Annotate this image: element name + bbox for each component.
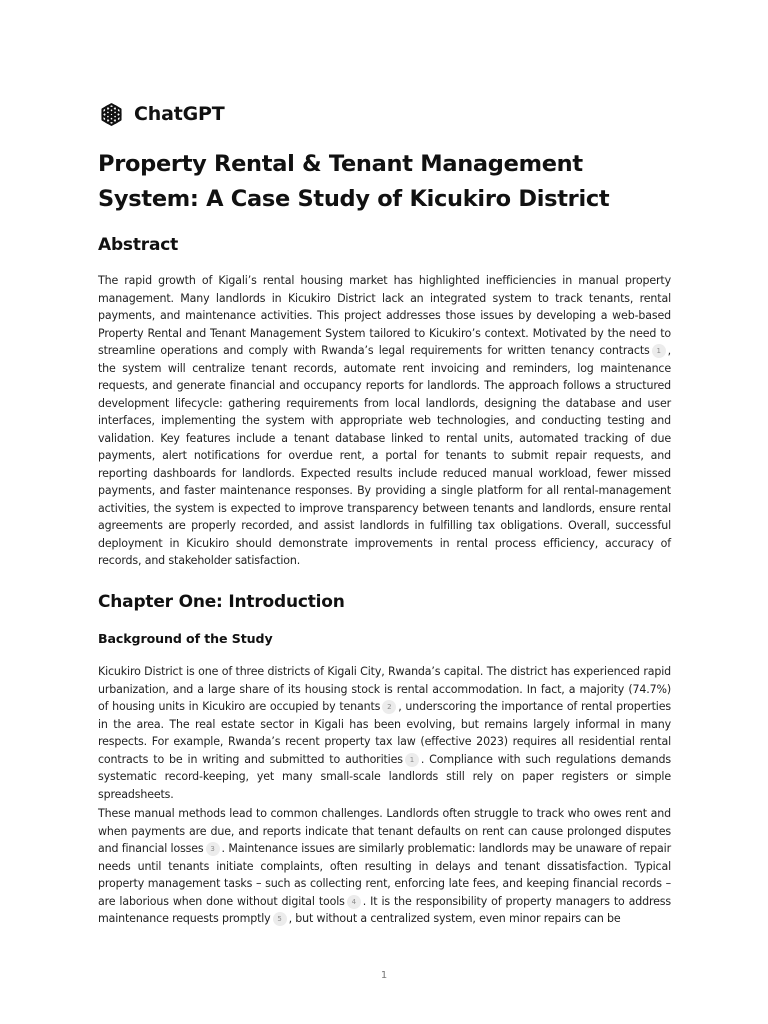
citation-badge[interactable]: 1 [652,344,666,358]
background-heading: Background of the Study [98,631,273,646]
openai-knot-icon [98,101,125,128]
text-segment: Kicukiro District is one of three districts of Kigali City, Rwanda’s capital. The district has experienced rapid urbanization, and a large share of its housing stock is rental accommodation. In fact, a majority (74.7%) of housing units in Kicukiro are occupied by tenants [98,665,671,713]
text-segment: , underscoring the importance of rental properties in the area. The real estate sector in Kigali has been evolving, but remains largely informal in many respects. For example, Rwanda’s recent property tax law (effective 2023) requires all residential rental contracts to be in writing and submitted to authorities [98,700,671,766]
text-segment: , but without a centralized system, even minor repairs can be [288,912,621,925]
text-segment: . Maintenance issues are similarly problematic: landlords may be unaware of repair needs until tenants initiate complaints, often resulting in delays and tenant dissatisfaction. Typical property management tasks – such as collecting rent, enforcing late fees, and keeping financial records – are laborious when done without digital tools [98,842,671,908]
text-segment: . Compliance with such regulations demands systematic record-keeping, yet many small-scale landlords still rely on paper registers or simple spreadsheets. [98,752,671,801]
text-segment: , the system will centralize tenant records, automate rent invoicing and reminders, log maintenance requests, and generate financial and occupancy reports for landlords. The approach follows a structured development lifecycle: gathering requirements from local landlords, designing the database and user interfaces, implementing the system with appropriate web technologies, and conducting testing and validation. Key features include a tenant database linked to rental units, automated tracking of due payments, alert notifications for overdue rent, a portal for tenants to submit repair requests, and reporting dashboards for landlords. Expected results include reduced manual workload, fewer missed payments, and faster maintenance responses. By providing a single platform for all rental-management activities, the system is expected to improve transparency between tenants and landlords, ensure rental agreements are properly recorded, and assist landlords in fulfilling tax obligations. Overall, successful deployment in Kicukiro should demonstrate improvements in rental process efficiency, accuracy of records, and stakeholder satisfaction. [98,344,671,567]
text-segment: The rapid growth of Kigali’s rental housing market has highlighted inefficiencies in manual property management. Many landlords in Kicukiro District lack an integrated system to track tenants, rental payments, and maintenance activities. This project addresses those issues by developing a web-based Property Rental and Tenant Management System tailored to Kicukiro’s context. Motivated by the need to streamline operations and comply with Rwanda’s legal requirements for written tenancy contracts [98,274,671,357]
abstract-heading: Abstract [98,235,179,255]
citation-badge[interactable]: 4 [347,895,361,909]
abstract-paragraph [98,272,671,570]
citation-badge[interactable]: 2 [382,700,396,714]
text-segment: These manual methods lead to common challenges. Landlords often struggle to track who owes rent and when payments are due, and reports indicate that tenant defaults on rent can cause prolonged disputes and financial losses [98,807,671,855]
page-number: 1 [380,970,388,981]
brand-header [98,100,224,128]
citation-badge[interactable]: 3 [206,842,220,856]
chapter-one-heading: Chapter One: Introduction [98,592,345,612]
document-title: Property Rental & Tenant Management System: A Case Study of Kicukiro District [98,151,610,212]
citation-badge[interactable]: 1 [405,753,419,767]
background-paragraph-2 [98,805,671,928]
brand-name: ChatGPT [134,103,225,125]
background-paragraph-1 [98,663,671,803]
citation-badge[interactable]: 5 [273,912,287,926]
text-segment: . It is the responsibility of property managers to address maintenance requests promptly [98,894,671,925]
